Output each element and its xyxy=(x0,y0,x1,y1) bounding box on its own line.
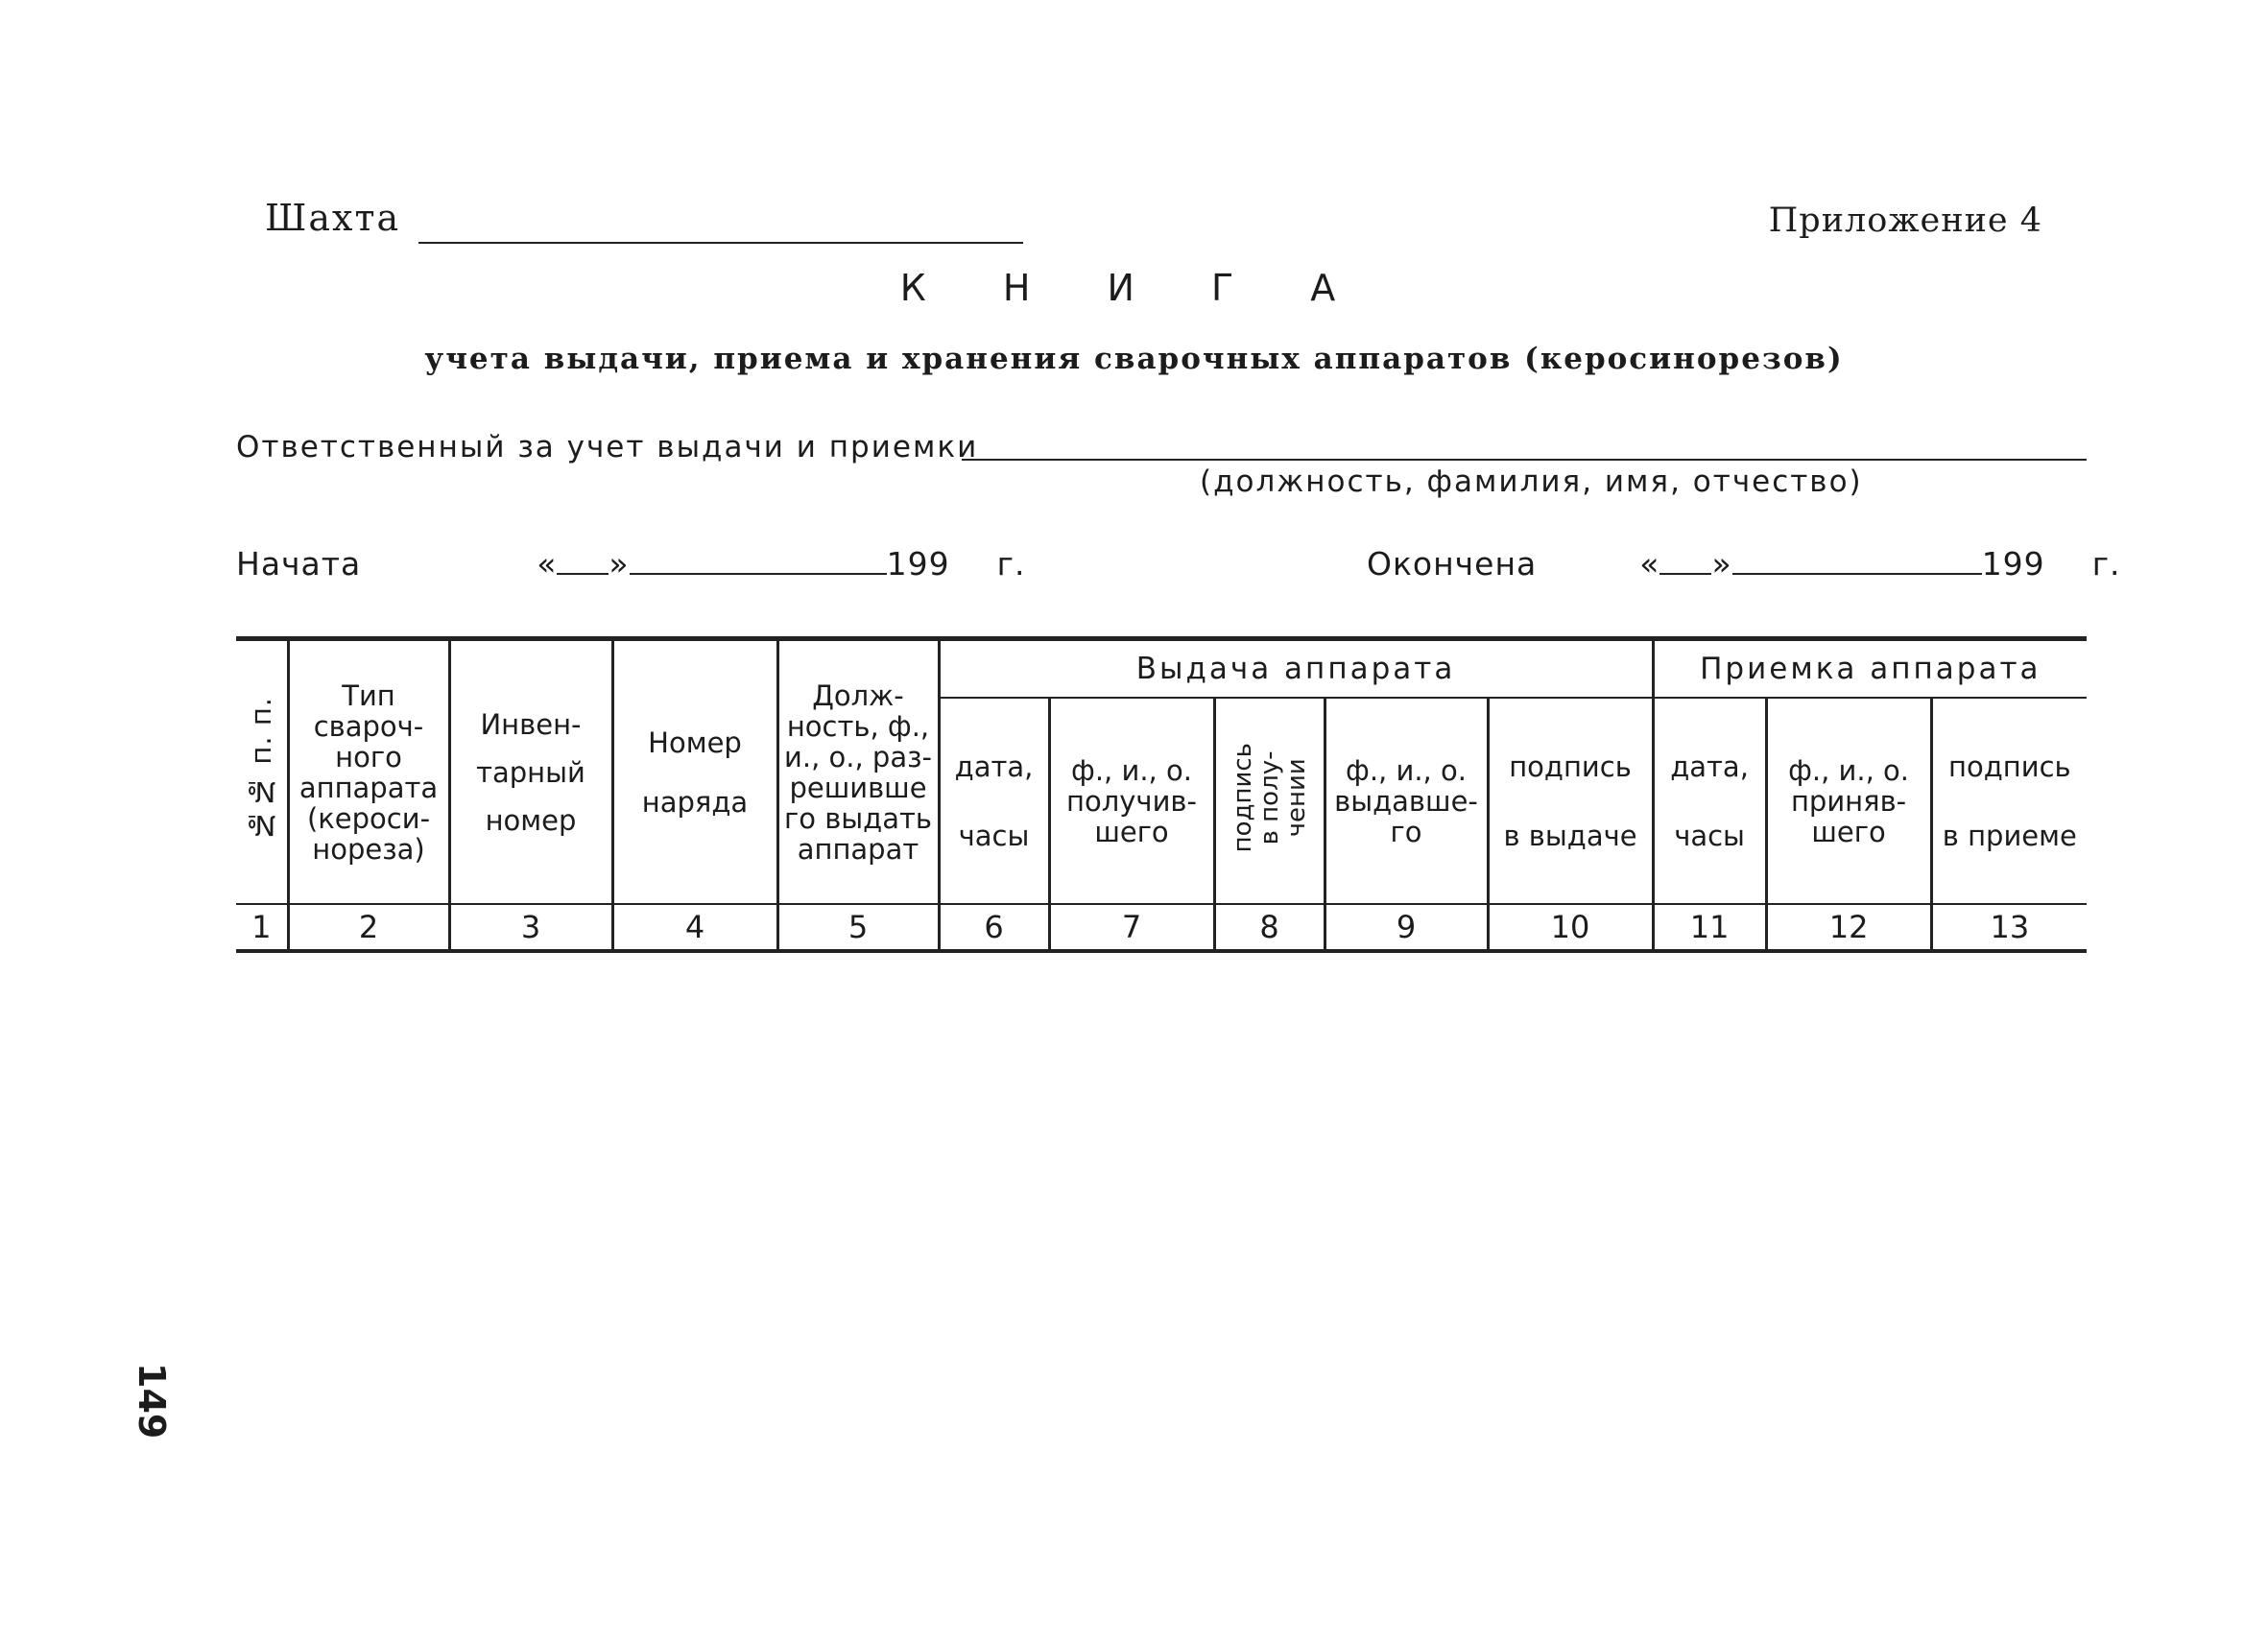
group-issue-header: Выдача аппарата xyxy=(939,641,1653,698)
column-number: 13 xyxy=(1931,904,2087,949)
col-issue-date-header: дата, часы xyxy=(939,698,1049,904)
col-number-label: №№ п. п. xyxy=(245,697,278,842)
end-day-blank[interactable] xyxy=(1659,546,1711,575)
column-number: 5 xyxy=(777,904,939,949)
start-month-blank[interactable] xyxy=(630,546,887,575)
col-order-header: Номер наряда xyxy=(612,641,777,904)
col-receiver-name-header: ф., и., о. получив- шего xyxy=(1049,698,1214,904)
mine-name-line[interactable] xyxy=(418,242,1023,244)
column-number-row xyxy=(236,904,2087,949)
start-year-suffix: г. xyxy=(996,545,1026,583)
column-number: 10 xyxy=(1488,904,1653,949)
column-number: 9 xyxy=(1325,904,1488,949)
mine-label: Шахта xyxy=(265,197,401,239)
start-year: 199 xyxy=(886,545,950,583)
end-date xyxy=(1367,545,2121,583)
responsible-label: Ответственный за учет выдачи и приемки xyxy=(236,430,979,464)
register-table-wrap xyxy=(236,636,2087,953)
column-number: 7 xyxy=(1049,904,1214,949)
col-receipt-signature-header xyxy=(1214,698,1325,904)
col-receipt-signature-label: подпись в полу- чении xyxy=(1228,743,1311,853)
responsible-line[interactable] xyxy=(962,459,2087,461)
column-number: 6 xyxy=(939,904,1049,949)
register-table xyxy=(236,641,2087,949)
end-quote-open: « xyxy=(1639,545,1660,583)
document-subtitle: учета выдачи, приема и хранения сварочных аппаратов (керосинорезов) xyxy=(424,342,1844,376)
start-day-blank[interactable] xyxy=(557,546,609,575)
column-number: 4 xyxy=(612,904,777,949)
document-title: К Н И Г А xyxy=(899,267,1369,309)
end-label: Окончена xyxy=(1367,545,1538,583)
column-number: 3 xyxy=(449,904,612,949)
page-number: 149 xyxy=(131,1363,173,1440)
start-date xyxy=(236,545,1025,583)
start-quote-close: » xyxy=(609,545,630,583)
col-authorized-header: Долж- ность, ф., и., о., раз- решивше го выдать аппарат xyxy=(777,641,939,904)
column-number: 8 xyxy=(1214,904,1325,949)
col-type-header: Тип свароч- ного аппарата (кероси- нореза) xyxy=(288,641,449,904)
col-receive-date-header: дата, часы xyxy=(1653,698,1766,904)
start-label: Начата xyxy=(236,545,362,583)
col-inventory-header: Инвен- тарный номер xyxy=(449,641,612,904)
end-quote-close: » xyxy=(1711,545,1732,583)
end-year-suffix: г. xyxy=(2091,545,2121,583)
end-year: 199 xyxy=(1981,545,2045,583)
col-receive-signature-header: подпись в приеме xyxy=(1931,698,2087,904)
col-acceptor-name-header: ф., и., о. приняв- шего xyxy=(1766,698,1931,904)
col-number-header xyxy=(236,641,288,904)
column-number: 12 xyxy=(1766,904,1931,949)
start-quote-open: « xyxy=(537,545,558,583)
col-issuer-name-header: ф., и., о. выдавше- го xyxy=(1325,698,1488,904)
column-number: 1 xyxy=(236,904,288,949)
col-issue-signature-header: подпись в выдаче xyxy=(1488,698,1653,904)
responsible-hint: (должность, фамилия, имя, отчество) xyxy=(1200,464,1863,499)
appendix-label: Приложение 4 xyxy=(1768,202,2042,240)
end-month-blank[interactable] xyxy=(1732,546,1982,575)
column-number: 11 xyxy=(1653,904,1766,949)
table-bottom-rule xyxy=(236,949,2087,953)
group-receive-header: Приемка аппарата xyxy=(1653,641,2087,698)
column-number: 2 xyxy=(288,904,449,949)
